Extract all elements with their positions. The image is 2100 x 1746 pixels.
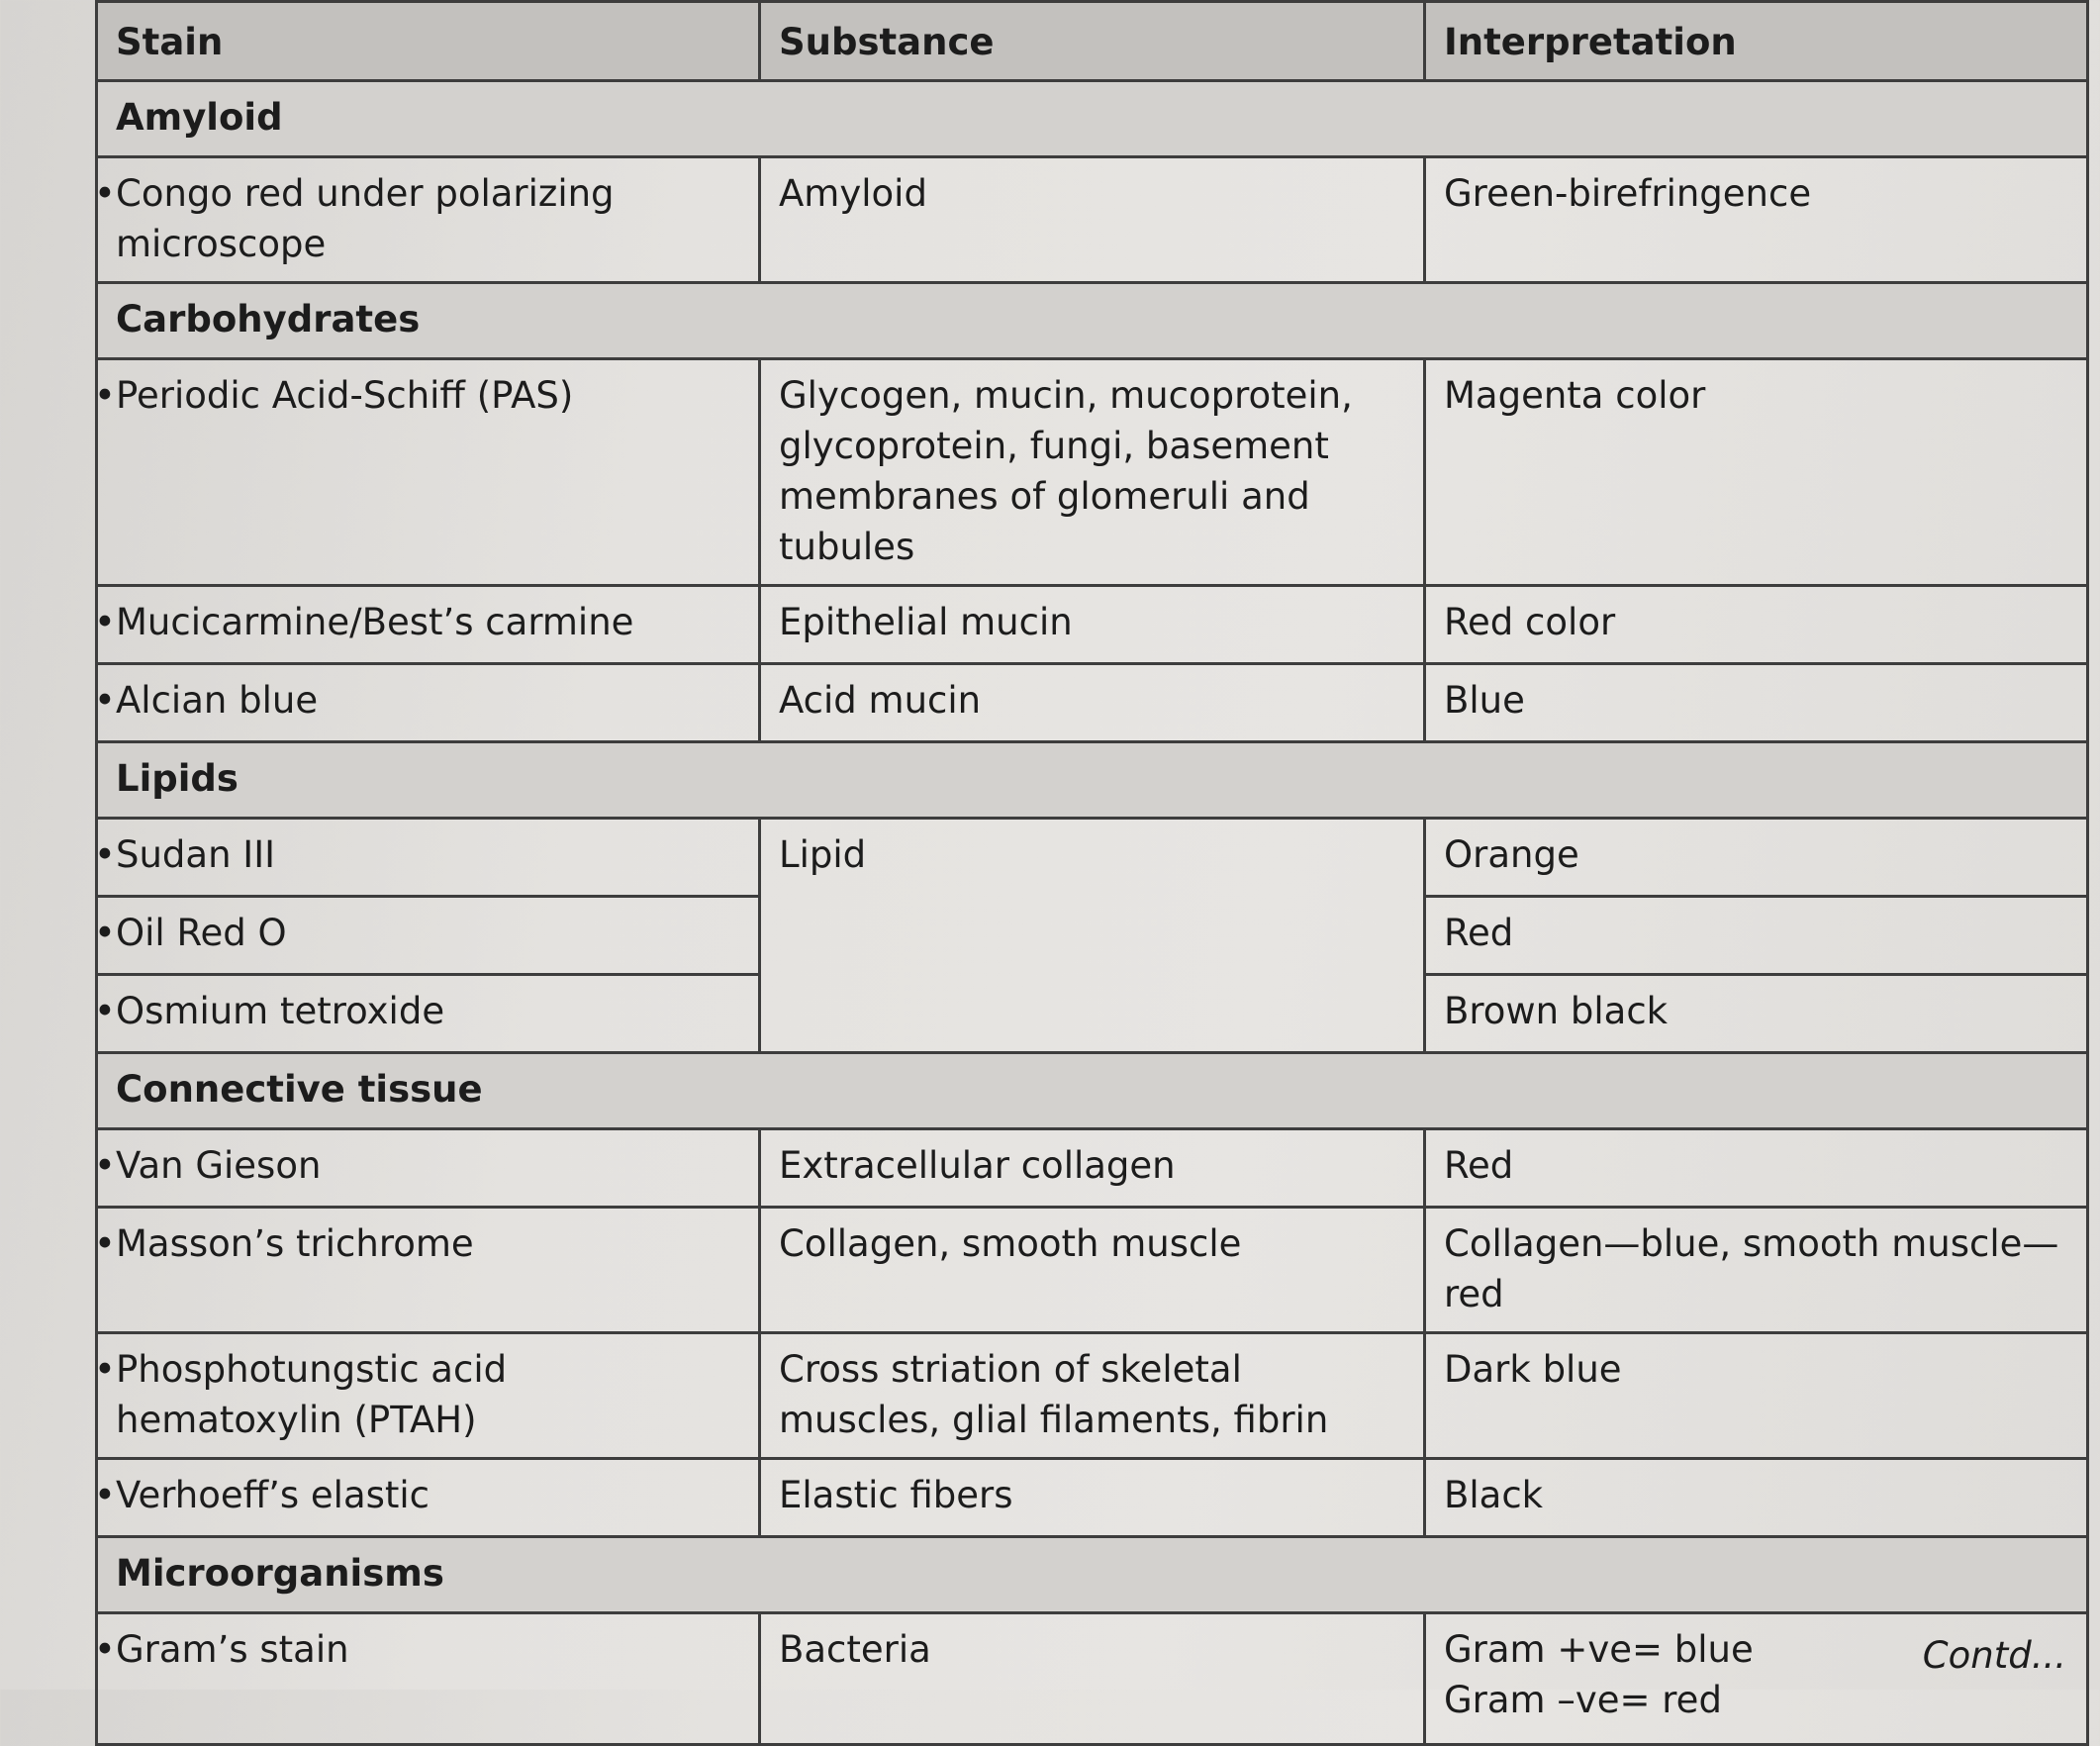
substance-cell: Glycogen, mucin, mucoprotein, glycoprotein, fungi, basement membranes of glomeruli and tubules — [760, 359, 1425, 586]
stain-name: Congo red under polarizing microscope — [116, 172, 615, 265]
stain-name: Alcian blue — [116, 679, 319, 722]
stain-name: Osmium tetroxide — [116, 990, 445, 1032]
substance-cell: Cross striation of skeletal muscles, glial filaments, fibrin — [760, 1333, 1425, 1459]
stain-name: Phosphotungstic acid hematoxylin (PTAH) — [116, 1348, 508, 1441]
bullet-icon: • — [94, 1348, 116, 1391]
stain-cell — [94, 664, 760, 742]
interpretation-cell: Black — [1425, 1459, 2088, 1537]
table-row — [97, 1613, 2088, 1745]
bullet-icon: • — [94, 1144, 116, 1187]
table-row — [97, 359, 2088, 586]
bullet-icon: • — [94, 374, 116, 417]
section-row-microorganisms — [97, 1537, 2088, 1613]
gram-positive-result: Gram +ve= blue — [1444, 1628, 1754, 1671]
table-row — [97, 1129, 2088, 1208]
stain-cell — [94, 1129, 760, 1208]
bullet-icon: • — [94, 990, 116, 1032]
section-row-amyloid — [97, 81, 2088, 157]
interpretation-cell: Magenta color — [1425, 359, 2088, 586]
table-row — [97, 157, 2088, 283]
section-title: Amyloid — [97, 81, 2088, 157]
section-title: Microorganisms — [97, 1537, 2088, 1613]
substance-cell: Elastic fibers — [760, 1459, 1425, 1537]
section-title: Connective tissue — [97, 1053, 2088, 1129]
interpretation-cell: Green-birefringence — [1425, 157, 2088, 283]
bullet-icon: • — [94, 833, 116, 876]
substance-cell: Acid mucin — [760, 664, 1425, 742]
stain-name: Verhoeff’s elastic — [116, 1474, 430, 1516]
interpretation-cell: Collagen—blue, smooth muscle—red — [1425, 1208, 2088, 1333]
header-stain: Stain — [97, 2, 760, 81]
stain-cell — [94, 157, 760, 283]
interpretation-cell: Orange — [1425, 819, 2088, 897]
section-row-connective-tissue — [97, 1053, 2088, 1129]
bullet-icon: • — [94, 1474, 116, 1516]
table-row — [97, 819, 2088, 897]
bullet-icon: • — [94, 1222, 116, 1265]
table-row — [97, 586, 2088, 664]
stain-cell — [94, 1333, 760, 1459]
stain-cell — [94, 1459, 760, 1537]
stain-name: Masson’s trichrome — [116, 1222, 474, 1265]
stain-cell — [94, 819, 760, 897]
interpretation-cell — [1425, 1613, 2088, 1745]
substance-cell: Amyloid — [760, 157, 1425, 283]
table-row — [97, 1208, 2088, 1333]
bullet-icon: • — [94, 1628, 116, 1671]
substance-cell-lipid: Lipid — [760, 819, 1425, 1053]
stains-table-page — [94, 0, 2086, 1721]
section-row-lipids — [97, 742, 2088, 819]
continued-label: Contd... — [1922, 1634, 2066, 1677]
interpretation-cell: Dark blue — [1425, 1333, 2088, 1459]
table-row — [97, 1333, 2088, 1459]
interpretation-cell: Brown black — [1425, 975, 2088, 1053]
bullet-icon: • — [94, 172, 116, 215]
interpretation-cell: Red — [1425, 1129, 2088, 1208]
stain-cell — [94, 1613, 760, 1745]
substance-cell: Bacteria — [760, 1613, 1425, 1745]
interpretation-cell: Red — [1425, 897, 2088, 975]
table-row — [97, 1459, 2088, 1537]
stain-cell — [94, 359, 760, 586]
stain-name: Sudan III — [116, 833, 276, 876]
stain-name: Van Gieson — [116, 1144, 322, 1187]
substance-cell: Collagen, smooth muscle — [760, 1208, 1425, 1333]
stain-name: Gram’s stain — [116, 1628, 349, 1671]
section-title: Lipids — [97, 742, 2088, 819]
section-row-carbohydrates — [97, 283, 2088, 359]
stain-cell — [94, 1208, 760, 1333]
table-header-row — [97, 2, 2088, 81]
interpretation-cell: Red color — [1425, 586, 2088, 664]
stain-cell — [94, 897, 760, 975]
special-stains-table — [95, 0, 2089, 1746]
stain-cell — [94, 975, 760, 1053]
section-title: Carbohydrates — [97, 283, 2088, 359]
stain-name: Mucicarmine/Best’s carmine — [116, 601, 634, 643]
bullet-icon: • — [94, 679, 116, 722]
stain-name: Oil Red O — [116, 912, 287, 954]
stain-cell — [94, 586, 760, 664]
bullet-icon: • — [94, 912, 116, 954]
substance-cell: Epithelial mucin — [760, 586, 1425, 664]
table-row — [97, 664, 2088, 742]
bullet-icon: • — [94, 601, 116, 643]
header-substance: Substance — [760, 2, 1425, 81]
substance-cell: Extracellular collagen — [760, 1129, 1425, 1208]
interpretation-cell: Blue — [1425, 664, 2088, 742]
stain-name: Periodic Acid-Schiff (PAS) — [116, 374, 574, 417]
header-interpretation: Interpretation — [1425, 2, 2088, 81]
gram-negative-result: Gram –ve= red — [1444, 1679, 1722, 1721]
